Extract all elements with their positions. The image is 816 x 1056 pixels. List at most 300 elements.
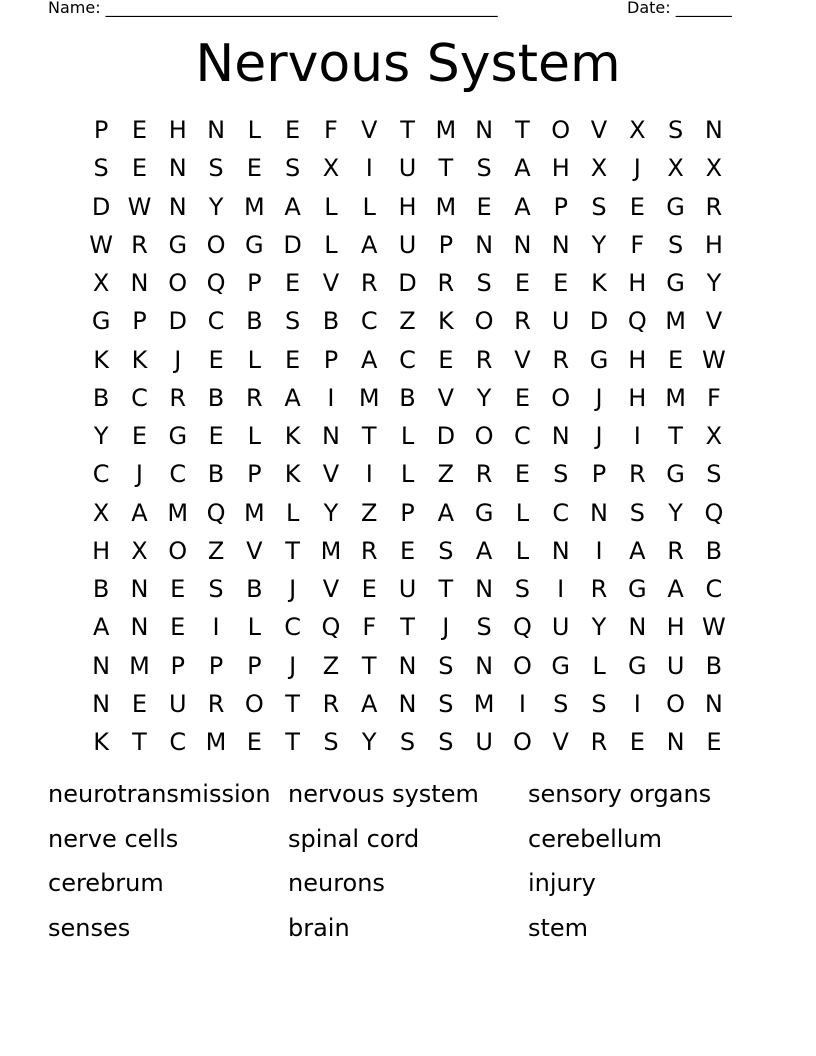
grid-cell: A [131,498,148,527]
grid-cell: D [168,307,187,336]
grid-cell: S [285,307,301,336]
grid-cell: Q [704,498,724,527]
word-list-item: neurons [288,869,385,897]
grid-cell: W [702,345,726,374]
grid-cell: U [398,154,417,183]
grid-cell: B [207,383,225,412]
grid-cell: S [438,536,454,565]
grid-cell: Y [591,613,607,642]
grid-cell: Z [207,536,225,565]
grid-cell: S [208,154,224,183]
grid-cell: A [437,498,455,527]
grid-cell: C [399,345,416,374]
grid-cell: N [551,422,570,450]
grid-cell: R [360,536,378,565]
grid-cell: G [666,269,685,297]
grid-cell: H [666,613,685,642]
grid-cell: N [704,116,723,144]
grid-cell: J [174,345,182,374]
grid-cell: A [361,345,378,374]
grid-cell: M [665,383,686,412]
grid-cell: E [246,154,262,183]
grid-cell: E [131,689,148,718]
grid-cell: Y [93,422,109,450]
grid-cell: R [552,345,570,374]
grid-cell: L [324,192,338,221]
grid-cell: X [322,154,340,183]
grid-cell: R [628,460,646,489]
grid-cell: E [131,154,148,183]
grid-cell: K [93,728,110,756]
grid-cell: M [243,498,265,527]
grid-cell: U [551,307,570,336]
grid-cell: S [438,689,454,718]
grid-cell: D [91,192,111,221]
grid-cell: S [323,728,339,756]
header [48,0,748,18]
grid-cell: E [629,728,645,756]
grid-cell: L [247,613,262,642]
grid-cell: E [170,575,186,603]
grid-cell: F [324,116,338,144]
grid-cell: I [365,154,373,183]
letter-grid [82,111,733,761]
grid-cell: N [475,230,494,259]
grid-cell: X [629,116,646,144]
grid-cell: N [628,613,647,642]
grid-cell: S [667,116,684,144]
grid-cell: A [514,154,531,183]
grid-cell: N [704,689,723,718]
grid-cell: T [132,728,147,756]
grid-cell: W [702,613,726,642]
grid-cell: U [666,651,685,680]
grid-cell: L [247,345,262,374]
grid-cell: R [475,460,493,489]
grid-cell: S [438,728,454,756]
grid-cell: S [285,154,301,183]
grid-cell: Y [591,230,607,259]
grid-cell: I [365,460,373,489]
grid-cell: C [514,422,531,450]
grid-cell: V [437,383,455,412]
grid-cell: N [551,230,570,259]
grid-cell: A [284,383,301,412]
word-list-item: sensory organs [528,780,712,808]
grid-cell: P [132,307,147,336]
grid-cell: N [398,689,417,718]
grid-cell: G [245,230,264,259]
grid-cell: P [208,651,224,680]
grid-cell: E [285,269,301,297]
grid-cell: S [553,460,569,489]
grid-cell: N [513,230,532,259]
grid-cell: B [705,536,723,565]
grid-cell: S [591,689,607,718]
grid-cell: Y [361,728,377,756]
grid-cell: J [633,154,641,183]
grid-cell: G [91,307,111,336]
grid-cell: L [362,192,376,221]
grid-cell: U [168,689,187,718]
grid-cell: U [551,613,570,642]
grid-cell: C [92,460,110,489]
grid-cell: N [398,651,417,680]
grid-cell: L [592,651,606,680]
grid-cell: D [436,422,456,450]
grid-cell: I [327,383,335,412]
grid-cell: D [398,269,417,297]
grid-cell: I [633,689,641,718]
grid-cell: B [207,460,225,489]
grid-cell: R [169,383,187,412]
grid-cell: K [591,269,607,297]
grid-cell: P [247,651,262,680]
word-list-item: senses [48,913,131,942]
grid-cell: U [398,230,417,259]
grid-cell: E [629,192,645,221]
grid-cell: F [706,383,721,412]
grid-cell: P [93,116,109,144]
grid-cell: Y [706,269,722,297]
grid-cell: A [475,536,493,565]
grid-cell: M [167,498,189,527]
word-list-item: brain [288,913,350,942]
grid-cell: A [361,230,378,259]
grid-cell: P [170,651,185,680]
grid-cell: Y [323,498,339,527]
grid-cell: R [245,383,263,412]
grid-cell: R [207,689,225,718]
grid-cell: E [170,613,186,642]
grid-cell: W [89,230,114,259]
grid-cell: X [92,498,110,527]
grid-cell: T [285,536,300,565]
grid-cell: N [92,651,111,680]
grid-cell: T [285,689,300,718]
grid-cell: C [131,383,148,412]
grid-cell: V [322,575,340,603]
grid-cell: C [284,613,302,642]
grid-cell: E [514,269,530,297]
grid-cell: Q [206,498,226,527]
grid-cell: N [130,269,149,297]
grid-cell: S [706,460,722,489]
grid-cell: Z [322,651,340,680]
grid-cell: N [475,575,494,603]
grid-cell: Q [321,613,341,642]
grid-cell: E [246,728,262,756]
grid-cell: R [667,536,684,565]
grid-cell: Y [476,383,492,412]
grid-cell: E [438,345,454,374]
grid-cell: L [247,116,262,144]
grid-cell: E [131,116,148,144]
grid-cell: B [92,383,110,412]
grid-cell: Y [668,498,683,527]
grid-cell: N [590,498,608,527]
grid-cell: F [362,613,377,642]
grid-cell: A [667,575,684,603]
grid-cell: S [629,498,645,527]
grid-cell: G [628,575,647,603]
grid-cell: N [666,728,685,756]
grid-cell: H [628,269,647,297]
grid-cell: J [289,651,297,680]
grid-cell: S [438,651,454,680]
grid-cell: V [514,345,531,374]
word-list-item: cerebellum [528,824,662,853]
grid-cell: X [705,154,723,183]
word-list-item: injury [528,869,596,897]
grid-cell: A [92,613,110,642]
grid-cell: X [590,154,608,183]
grid-cell: L [400,422,415,450]
grid-cell: M [358,383,380,412]
grid-cell: E [361,575,377,603]
grid-cell: C [169,460,187,489]
grid-cell: O [206,230,226,259]
grid-cell: J [135,460,143,489]
grid-cell: C [207,307,225,336]
grid-cell: F [630,230,645,259]
word-list-item: stem [528,913,589,942]
grid-cell: S [399,728,416,756]
grid-cell: N [551,536,570,565]
grid-cell: P [438,230,454,259]
grid-cell: R [590,728,608,756]
grid-cell: S [553,689,569,718]
grid-cell: R [437,269,455,297]
grid-cell: P [400,498,415,527]
grid-cell: R [322,689,340,718]
grid-cell: M [473,689,495,718]
grid-cell: N [130,575,149,603]
grid-cell: Q [627,307,647,336]
grid-cell: L [247,422,262,450]
grid-cell: N [321,422,340,450]
word-list [48,776,768,954]
grid-cell: R [590,575,608,603]
grid-cell: M [435,192,457,221]
grid-cell: E [553,269,569,297]
grid-cell: S [591,192,607,221]
grid-cell: M [320,536,342,565]
grid-cell: O [512,728,532,756]
grid-cell: K [437,307,454,336]
grid-cell: R [360,269,378,297]
grid-cell: N [168,192,187,221]
grid-cell: V [322,460,340,489]
grid-cell: D [589,307,609,336]
grid-cell: E [514,460,530,489]
grid-cell: X [667,154,684,183]
grid-cell: N [207,116,226,144]
grid-cell: Y [208,192,224,221]
grid-cell: T [400,116,415,144]
grid-cell: E [706,728,722,756]
grid-cell: E [514,383,530,412]
grid-cell: Z [399,307,416,336]
grid-cell: T [668,422,683,450]
grid-cell: J [442,613,450,642]
grid-cell: H [92,536,111,565]
grid-cell: H [551,154,570,183]
grid-cell: E [399,536,416,565]
grid-cell: E [208,422,224,450]
grid-cell: H [398,192,417,221]
grid-cell: O [474,422,494,450]
grid-cell: D [283,230,302,259]
grid-cell: I [595,536,603,565]
grid-cell: G [551,651,571,680]
grid-cell: B [246,575,263,603]
grid-cell: X [92,269,110,297]
grid-cell: I [557,575,565,603]
grid-cell: O [244,689,264,718]
grid-cell: G [474,498,494,527]
grid-cell: V [246,536,263,565]
grid-cell: M [205,728,227,756]
grid-cell: B [399,383,416,412]
grid-cell: M [435,116,457,144]
grid-cell: I [212,613,220,642]
grid-cell: W [127,192,152,221]
grid-cell: A [361,689,378,718]
grid-cell: C [169,728,187,756]
grid-cell: B [92,575,110,603]
grid-cell: G [628,651,647,680]
grid-cell: T [400,613,415,642]
grid-cell: S [667,230,684,259]
grid-cell: N [92,689,111,718]
grid-cell: N [130,613,149,642]
grid-cell: H [628,345,647,374]
name-field-label: Name: _________________________________________________ [48,0,498,17]
grid-cell: N [475,651,494,680]
grid-cell: E [668,345,684,374]
grid-cell: P [553,192,568,221]
grid-cell: V [590,116,608,144]
grid-cell: X [705,422,723,450]
grid-cell: R [514,307,531,336]
grid-cell: R [475,345,493,374]
grid-cell: E [476,192,492,221]
grid-cell: P [591,460,607,489]
word-list-item: cerebrum [48,869,164,897]
grid-cell: N [475,116,494,144]
word-list-item: neurotransmission [48,780,271,808]
grid-cell: U [475,728,493,756]
grid-cell: T [515,116,530,144]
grid-cell: B [705,651,723,680]
grid-cell: G [666,460,685,489]
grid-cell: B [322,307,340,336]
grid-cell: L [515,536,530,565]
grid-cell: S [476,154,492,183]
grid-cell: J [289,575,297,603]
grid-cell: M [129,651,150,680]
grid-cell: E [285,345,301,374]
grid-cell: L [285,498,300,527]
grid-cell: O [551,116,571,144]
grid-cell: L [400,460,415,489]
grid-cell: J [595,383,603,412]
grid-cell: G [666,192,685,221]
grid-cell: H [168,116,187,144]
grid-cell: A [514,192,531,221]
grid-cell: X [131,536,148,565]
page-title: Nervous System [195,34,621,94]
grid-cell: U [398,575,417,603]
grid-cell: T [361,422,377,450]
grid-cell: O [168,269,188,297]
grid-cell: V [705,307,723,336]
grid-cell: V [552,728,569,756]
grid-cell: P [247,269,262,297]
grid-cell: J [595,422,603,450]
grid-cell: R [131,230,148,259]
grid-cell: V [361,116,378,144]
grid-cell: K [131,345,148,374]
grid-cell: B [246,307,263,336]
grid-cell: M [665,307,686,336]
grid-cell: O [474,307,494,336]
grid-cell: H [628,383,647,412]
grid-cell: T [438,575,454,603]
date-field-label: Date: _______ [627,0,732,17]
grid-cell: S [476,613,492,642]
grid-cell: O [551,383,571,412]
grid-cell: Q [512,613,532,642]
grid-cell: E [208,345,224,374]
grid-cell: G [168,422,188,450]
grid-cell: L [324,230,338,259]
grid-cell: O [666,689,686,718]
grid-cell: V [322,269,340,297]
grid-cell: K [93,345,110,374]
grid-cell: H [704,230,723,259]
grid-cell: A [629,536,646,565]
grid-cell: K [284,460,301,489]
grid-cell: T [285,728,300,756]
grid-cell: O [512,651,532,680]
grid-cell: C [360,307,378,336]
grid-cell: S [514,575,531,603]
grid-cell: E [285,116,301,144]
grid-cell: L [515,498,530,527]
grid-cell: P [247,460,262,489]
grid-cell: T [438,154,454,183]
grid-cell: G [168,230,188,259]
grid-cell: C [552,498,570,527]
grid-cell: C [705,575,723,603]
grid-cell: A [284,192,301,221]
grid-cell: N [168,154,187,183]
grid-cell: S [476,269,492,297]
grid-cell: S [93,154,109,183]
grid-cell: I [633,422,641,450]
grid-cell: I [518,689,526,718]
word-list-item: spinal cord [288,824,420,853]
grid-cell: Z [361,498,378,527]
word-list-item: nervous system [288,780,479,808]
grid-cell: E [131,422,148,450]
grid-cell: S [208,575,224,603]
grid-cell: P [323,345,339,374]
grid-cell: G [589,345,609,374]
grid-cell: K [284,422,301,450]
